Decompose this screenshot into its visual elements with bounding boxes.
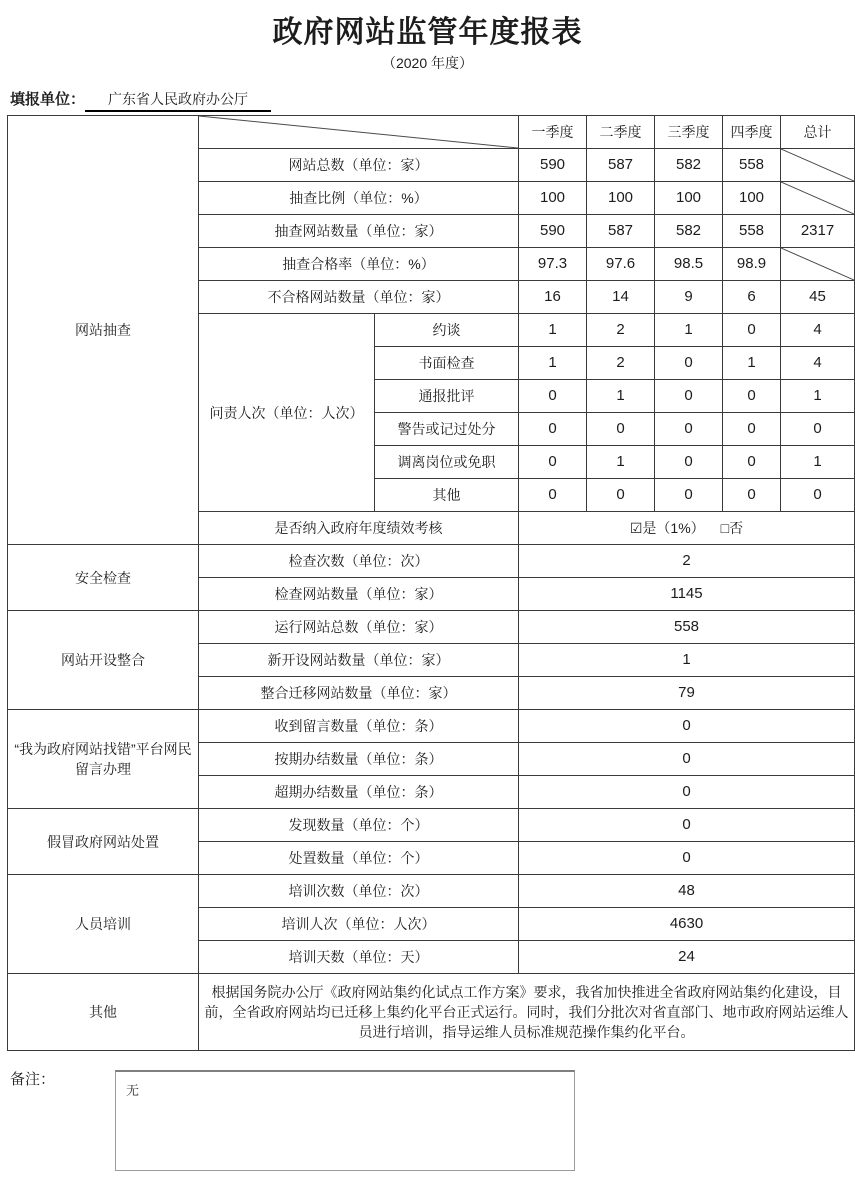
cell-value: 4630 (519, 908, 855, 941)
cell-value: 0 (519, 743, 855, 776)
row-label: 检查次数（单位：次） (199, 545, 519, 578)
cell-q3: 0 (655, 479, 723, 512)
cell-q1: 1 (519, 314, 587, 347)
cell-q4: 98.9 (723, 248, 781, 281)
column-header-q3: 三季度 (655, 116, 723, 149)
notes-textarea[interactable] (115, 1070, 575, 1171)
cell-q2: 587 (587, 215, 655, 248)
cell-value: 79 (519, 677, 855, 710)
row-label: 其他 (375, 479, 519, 512)
cell-q4: 6 (723, 281, 781, 314)
cell-value: 0 (519, 809, 855, 842)
cell-total: 1 (781, 380, 855, 413)
row-label: 培训天数（单位：天） (199, 941, 519, 974)
cell-value: 1 (519, 644, 855, 677)
reporting-unit-value: 广东省人民政府办公厅 (85, 89, 271, 112)
cell-q1: 1 (519, 347, 587, 380)
row-label: 收到留言数量（单位：条） (199, 710, 519, 743)
row-label: 不合格网站数量（单位：家） (199, 281, 519, 314)
page-title: 政府网站监管年度报表 (272, 16, 583, 49)
table-row (8, 545, 855, 578)
cell-q3: 582 (655, 215, 723, 248)
row-label: 约谈 (375, 314, 519, 347)
cell-q2: 2 (587, 347, 655, 380)
cell-q2: 0 (587, 413, 655, 446)
column-header-q4: 四季度 (723, 116, 781, 149)
section-label-personnel-training: 人员培训 (8, 875, 199, 974)
row-label: 是否纳入政府年度绩效考核 (199, 512, 519, 545)
row-label: 抽查合格率（单位：%） (199, 248, 519, 281)
diagonal-line-icon (199, 116, 518, 148)
row-label: 抽查网站数量（单位：家） (199, 215, 519, 248)
row-label: 新开设网站数量（单位：家） (199, 644, 519, 677)
table-row (8, 974, 855, 1051)
cell-q3: 0 (655, 413, 723, 446)
column-header-total: 总计 (781, 116, 855, 149)
cell-q4: 1 (723, 347, 781, 380)
cell-q3: 0 (655, 347, 723, 380)
cell-total: 0 (781, 479, 855, 512)
row-label: 通报批评 (375, 380, 519, 413)
cell-q1: 0 (519, 446, 587, 479)
row-label: 处置数量（单位：个） (199, 842, 519, 875)
cell-q4: 0 (723, 314, 781, 347)
cell-total: 1 (781, 446, 855, 479)
cell-value: 0 (519, 842, 855, 875)
row-label: 培训次数（单位：次） (199, 875, 519, 908)
other-text-cell: 根据国务院办公厅《政府网站集约化试点工作方案》要求，我省加快推进全省政府网站集约化建设，目前，全省政府网站均已迁移上集约化平台正式运行。同时，我们分批次对省直部门、地市政府网站运维人员进行培训，指导运维人员标准规范操作集约化平台。 (199, 974, 855, 1051)
cell-q4: 558 (723, 149, 781, 182)
cell-total: 45 (781, 281, 855, 314)
notes-label: 备注： (10, 1071, 56, 1088)
cell-q1: 0 (519, 380, 587, 413)
cell-value: 48 (519, 875, 855, 908)
cell-q3: 0 (655, 446, 723, 479)
cell-value: 2 (519, 545, 855, 578)
diagonal-line-icon (781, 149, 854, 181)
row-label: 发现数量（单位：个） (199, 809, 519, 842)
section-label-security-check: 安全检查 (8, 545, 199, 611)
section-label-website-sampling: 网站抽查 (8, 116, 199, 545)
cell-total-na (781, 182, 855, 215)
accountability-group-label: 问责人次（单位：人次） (199, 314, 375, 512)
diagonal-line-icon (781, 248, 854, 280)
cell-q3: 100 (655, 182, 723, 215)
row-label: 整合迁移网站数量（单位：家） (199, 677, 519, 710)
column-header-q2: 二季度 (587, 116, 655, 149)
cell-q2: 0 (587, 479, 655, 512)
cell-q1: 590 (519, 149, 587, 182)
row-label: 网站总数（单位：家） (199, 149, 519, 182)
cell-q3: 582 (655, 149, 723, 182)
corner-diagonal-cell (199, 116, 519, 149)
report-table (7, 115, 855, 1051)
row-label: 检查网站数量（单位：家） (199, 578, 519, 611)
cell-q3: 1 (655, 314, 723, 347)
page-subtitle: （2020 年度） (381, 55, 474, 71)
row-label: 调离岗位或免职 (375, 446, 519, 479)
reporting-unit-line (10, 88, 271, 112)
table-header-row (8, 116, 855, 149)
checkbox-yes-option[interactable]: ☑是（1%） (629, 520, 705, 536)
cell-q4: 0 (723, 479, 781, 512)
cell-q2: 1 (587, 446, 655, 479)
reporting-unit-label: 填报单位： (10, 91, 86, 108)
cell-q4: 0 (723, 446, 781, 479)
cell-q1: 0 (519, 479, 587, 512)
table-row (8, 809, 855, 842)
row-label: 警告或记过处分 (375, 413, 519, 446)
cell-total-na (781, 149, 855, 182)
cell-q4: 100 (723, 182, 781, 215)
cell-q1: 0 (519, 413, 587, 446)
section-label-website-integration: 网站开设整合 (8, 611, 199, 710)
assessment-value-cell (519, 512, 855, 545)
row-label: 书面检查 (375, 347, 519, 380)
cell-q1: 97.3 (519, 248, 587, 281)
cell-q4: 0 (723, 380, 781, 413)
section-label-other: 其他 (8, 974, 199, 1051)
cell-value: 24 (519, 941, 855, 974)
cell-q4: 0 (723, 413, 781, 446)
section-label-counterfeit-handling: 假冒政府网站处置 (8, 809, 199, 875)
cell-value: 0 (519, 710, 855, 743)
cell-total: 4 (781, 314, 855, 347)
table-row (8, 710, 855, 743)
cell-total: 0 (781, 413, 855, 446)
cell-q1: 590 (519, 215, 587, 248)
cell-q2: 1 (587, 380, 655, 413)
row-label: 运行网站总数（单位：家） (199, 611, 519, 644)
cell-value: 0 (519, 776, 855, 809)
cell-q1: 16 (519, 281, 587, 314)
cell-q2: 14 (587, 281, 655, 314)
column-header-q1: 一季度 (519, 116, 587, 149)
cell-total-na (781, 248, 855, 281)
row-label: 抽查比例（单位：%） (199, 182, 519, 215)
cell-value: 1145 (519, 578, 855, 611)
checkbox-no-option[interactable]: □否 (720, 520, 744, 536)
cell-q2: 100 (587, 182, 655, 215)
cell-q1: 100 (519, 182, 587, 215)
cell-q3: 98.5 (655, 248, 723, 281)
row-label: 按期办结数量（单位：条） (199, 743, 519, 776)
cell-total: 2317 (781, 215, 855, 248)
row-label: 超期办结数量（单位：条） (199, 776, 519, 809)
cell-q2: 587 (587, 149, 655, 182)
diagonal-line-icon (781, 182, 854, 214)
section-label-error-platform: “我为政府网站找错”平台网民留言办理 (8, 710, 199, 809)
cell-q2: 97.6 (587, 248, 655, 281)
cell-value: 558 (519, 611, 855, 644)
cell-q4: 558 (723, 215, 781, 248)
cell-q2: 2 (587, 314, 655, 347)
cell-total: 4 (781, 347, 855, 380)
row-label: 培训人次（单位：人次） (199, 908, 519, 941)
table-row (8, 875, 855, 908)
cell-q3: 9 (655, 281, 723, 314)
cell-q3: 0 (655, 380, 723, 413)
table-row (8, 611, 855, 644)
